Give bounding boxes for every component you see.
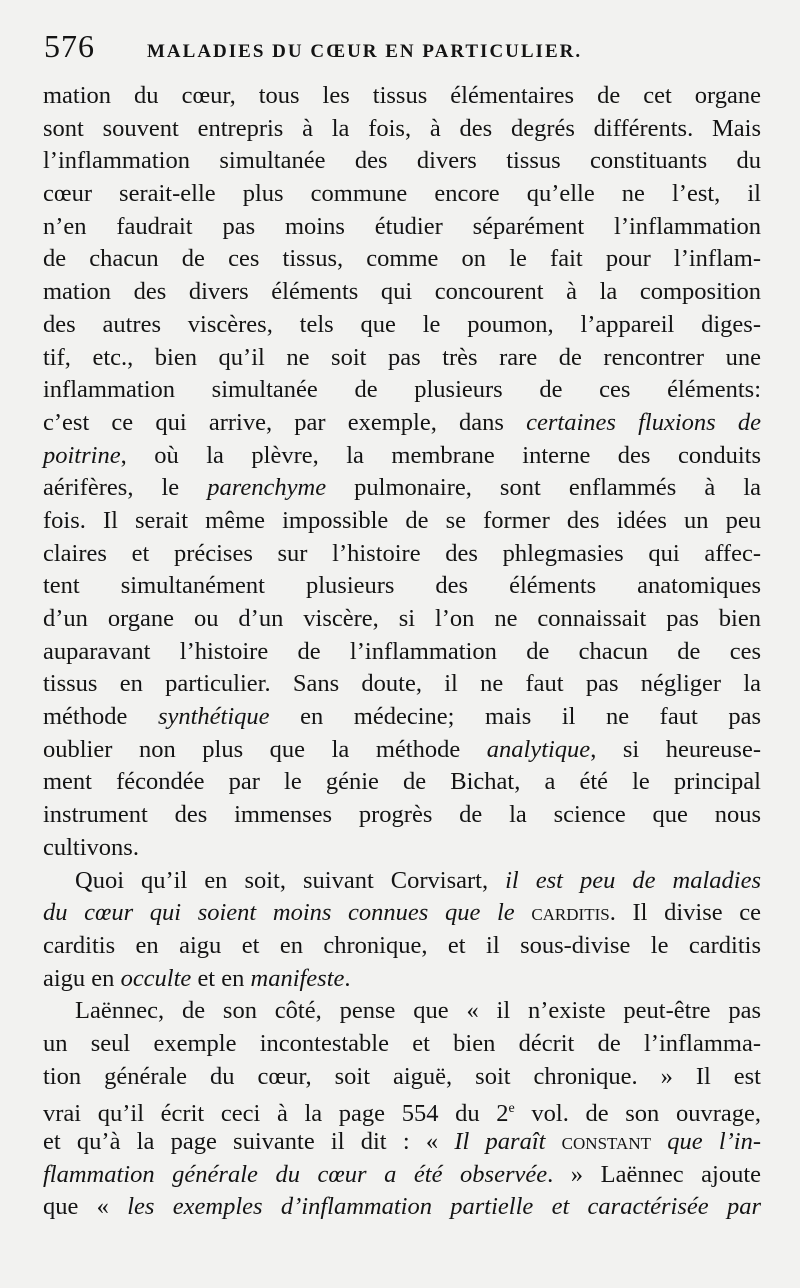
text-line: [43, 80, 761, 113]
italic-text: Il paraît: [454, 1128, 546, 1155]
text-segment: un seul exemple incontestable et bien décrit de l’inflamma-: [43, 1029, 761, 1057]
text-segment: auparavant l’histoire de l’inflammation de chacun de ces: [43, 637, 761, 665]
text-line: [43, 1093, 761, 1126]
text-line: [43, 1126, 761, 1159]
text-line: [43, 897, 761, 930]
text-line: [43, 636, 761, 669]
text-line: [43, 570, 761, 603]
italic-text: synthétique: [157, 703, 270, 731]
text-line: [43, 342, 761, 375]
text-line: [43, 603, 761, 636]
text-segment: cœur serait-elle plus commune encore qu’elle ne l’est, il: [43, 180, 761, 208]
text-line: [43, 276, 761, 309]
page-header: [44, 28, 758, 68]
text-line: [43, 1159, 761, 1192]
text-line: [43, 440, 761, 473]
superscript-text: e: [508, 1101, 515, 1117]
running-title: MALADIES DU CŒUR EN PARTICULIER.: [147, 41, 583, 62]
text-line: [43, 505, 761, 538]
text-segment: pulmonaire, sont enflammés à la: [326, 474, 762, 502]
text-segment: inflammation simultanée de plusieurs de ces éléments:: [43, 376, 761, 404]
text-segment: méthode: [43, 703, 158, 731]
text-segment: oublier non plus que la méthode: [43, 735, 487, 763]
text-line: [43, 668, 761, 701]
text-segment: mation du cœur, tous les tissus élémentaires de cet organe: [43, 82, 761, 109]
text-line: [43, 963, 761, 996]
text-segment: carditis en aigu et en chronique, et il sous-divise le carditis: [43, 931, 761, 959]
italic-text: flammation générale du cœur a été observée: [43, 1160, 548, 1188]
italic-text: poitrine: [43, 441, 121, 469]
text-segment: d’un organe ou d’un viscère, si l’on ne connaissait pas bien: [43, 605, 761, 632]
text-line: [43, 538, 761, 571]
text-line: [43, 832, 761, 865]
text-segment: ment fécondée par le génie de Bichat, a été le principal: [43, 768, 761, 796]
text-line: [43, 178, 761, 211]
text-segment: l’inflammation simultanée des divers tissus constituants du: [43, 147, 761, 175]
text-segment: .: [344, 964, 351, 992]
text-segment: mation des divers éléments qui concourent à la composition: [43, 278, 761, 306]
text-line: [43, 211, 761, 244]
text-segment: vrai qu’il écrit ceci à la page 554 du 2: [43, 1100, 509, 1128]
text-segment: , si heureuse-: [590, 735, 761, 763]
text-segment: tent simultanément plusieurs des éléments anatomiques: [43, 572, 761, 600]
italic-text: que l’in-: [667, 1128, 761, 1155]
text-segment: cultivons.: [43, 833, 139, 861]
italic-text: parenchyme: [207, 474, 327, 502]
text-line: [43, 243, 761, 276]
italic-text: occulte: [120, 964, 192, 992]
text-line: [43, 799, 761, 832]
text-segment: sont souvent entrepris à la fois, à des degrés différents. Mais: [43, 114, 761, 142]
italic-text: analytique: [486, 735, 591, 763]
text-segment: tif, etc., bien qu’il ne soit pas très rare de rencontrer une: [43, 343, 761, 371]
text-line: [43, 766, 761, 799]
text-line: [43, 1061, 761, 1094]
text-line: [43, 374, 761, 407]
text-segment: tion générale du cœur, soit aiguë, soit chronique. » Il est: [43, 1062, 761, 1090]
text-line: [43, 145, 761, 178]
text-line: [43, 309, 761, 342]
text-line: [43, 995, 761, 1028]
text-segment: vol. de son ouvrage,: [514, 1100, 761, 1128]
italic-text: manifeste: [250, 964, 345, 992]
italic-text: il est peu de maladies: [505, 866, 761, 894]
text-segment: de chacun de ces tissus, comme on le fait pour l’inflam-: [43, 245, 761, 273]
text-segment: aérifères, le: [43, 474, 208, 502]
italic-text: du cœur qui soient moins connues que le: [43, 899, 532, 927]
text-segment: tissus en particulier. Sans doute, il ne faut pas négliger la: [43, 670, 761, 698]
text-line: [43, 1191, 761, 1224]
italic-text: certaines fluxions de: [526, 408, 761, 436]
text-line: [43, 1028, 761, 1061]
text-segment: instrument des immenses progrès de la science que nous: [43, 801, 761, 829]
text-segment: fois. Il serait même impossible de se former des idées un peu: [43, 506, 761, 534]
page-number: 576: [44, 28, 95, 64]
text-line: [43, 734, 761, 767]
text-segment: , où la plèvre, la membrane interne des conduits: [120, 441, 761, 469]
text-segment: claires et précises sur l’histoire des phlegmasies qui affec-: [43, 539, 761, 567]
text-line: [43, 701, 761, 734]
text-segment: aigu en: [43, 964, 121, 992]
text-segment: que «: [43, 1193, 128, 1221]
small-caps-text: constant: [545, 1128, 668, 1155]
text-segment: et en: [191, 964, 251, 992]
text-line: [43, 407, 761, 440]
text-segment: des autres viscères, tels que le poumon, l’appareil diges-: [43, 310, 761, 338]
text-line: [43, 472, 761, 505]
text-segment: . » Laënnec ajoute: [547, 1160, 762, 1188]
text-segment: et qu’à la page suivante il dit : «: [43, 1128, 455, 1155]
text-line: [43, 865, 761, 898]
body-text: [43, 80, 761, 1224]
text-line: [43, 113, 761, 146]
italic-text: les exemples d’inflammation partielle et caractérisée par: [127, 1193, 761, 1221]
small-caps-text: carditis: [531, 899, 610, 927]
text-segment: . Il divise ce: [609, 899, 761, 927]
text-line: [43, 930, 761, 963]
text-segment: Quoi qu’il en soit, suivant Corvisart,: [75, 866, 506, 894]
text-segment: Laënnec, de son côté, pense que « il n’existe peut-être pas: [75, 997, 761, 1025]
text-segment: en médecine; mais il ne faut pas: [269, 703, 761, 731]
text-segment: c’est ce qui arrive, par exemple, dans: [43, 408, 527, 436]
text-segment: n’en faudrait pas moins étudier séparément l’inflammation: [43, 212, 761, 240]
